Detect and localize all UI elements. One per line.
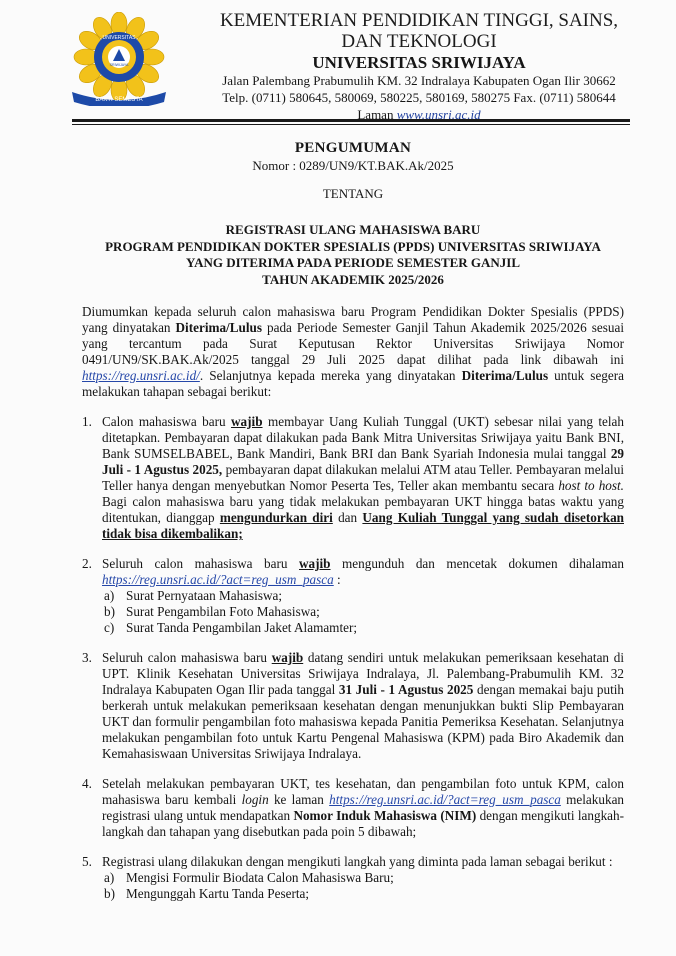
step-4-text-2: ke laman [268,792,330,807]
step-4-text-1: Setelah melakukan pembayaran UKT, tes kesehatan, dan pengambilan foto untuk KPM, calon mahasiswa baru kembali [102,776,624,807]
logo-center-text: SRIWIJAYA [109,63,129,67]
step-3-text-1: Seluruh calon mahasiswa baru [102,650,272,665]
step-1-underline-2: Uang Kuliah Tunggal yang sudah disetorkan tidak bisa dikembalikan; [102,510,624,541]
logo-ring-text: UNIVERSITAS [102,35,136,41]
university-logo [64,12,174,106]
intro-paragraph [82,304,624,400]
step-2-text-1: Seluruh calon mahasiswa baru [102,556,299,571]
step-4-text-3: melakukan registrasi ulang untuk mendapatkan [102,792,625,823]
step-4 [82,776,624,840]
step-3-wajib: wajib [271,650,304,665]
announcement-headline [82,222,624,288]
sub-item-label: b) [104,604,115,619]
letterhead-rule-thin [72,124,630,125]
intro-bold-1: Diterima/Lulus [175,320,262,335]
sub-item-text: Surat Pengambilan Foto Mahasiswa; [126,604,320,619]
ministry-name-line2: DAN TEKNOLOGI [341,31,497,52]
logo-ribbon-text: BAKTI SEMESTA [95,97,143,103]
step-3-text-3: dengan memakai baju putih berkerah untuk melakukan pemeriksaan kesehatan dengan menunjukkan bukti Slip Pembayaran UKT dan formulir pengambilan foto mahasiswa kepada Panitia Pemeriksa Kesehatan. Selanjutnya melakukan pengambilan foto untuk Kartu Pengenal Mahasiswa (KPM) pada Biro Akademik dan Kemahasiswaan Universitas Sriwijaya Indralaya. [102,682,624,761]
step-number: 3. [82,650,92,665]
step-2-link[interactable]: https://reg.unsri.ac.id/?act=reg_usm_pasca [102,572,334,587]
sub-item [102,620,624,636]
step-1-underline-1: mengundurkan diri [219,510,333,525]
sub-item-text: Mengunggah Kartu Tanda Peserta; [126,886,310,901]
announcement-number: Nomor : 0289/UN9/KT.BAK.Ak/2025 [252,158,454,173]
sub-item [102,870,624,886]
sub-item-text: Mengisi Formulir Biodata Calon Mahasiswa Baru; [126,870,394,885]
step-number: 2. [82,556,92,571]
step-1-text-4: Bagi calon mahasiswa baru yang tidak melakukan pembayaran UKT hingga batas waktu yang ditentukan, dianggap [102,494,624,525]
step-5-text-1: Registrasi ulang dilakukan dengan mengikuti langkah yang diminta pada laman sebagai berikut : [102,854,613,869]
sub-item [102,886,624,902]
step-4-text-4: dengan mengikuti langkah-langkah dan tahapan yang disebutkan pada poin 5 dibawah; [102,808,625,839]
step-2 [82,556,624,636]
step-3-text-2: datang sendiri untuk melakukan pemeriksaan kesehatan di UPT. Klinik Kesehatan Universitas Sriwijaya Indralaya, Jl. Palembang-Prabumulih KM. 32 Indralaya Kabupaten Ogan Ilir pada tanggal [102,650,624,697]
phone-fax: Telp. (0711) 580645, 580069, 580225, 580169, 580275 Fax. (0711) 580644 [222,90,616,105]
step-1-wajib: wajib [231,414,263,429]
letterhead [176,10,662,123]
steps-list [82,414,624,902]
headline-line-2: PROGRAM PENDIDIKAN DOKTER SPESIALIS (PPDS) UNIVERSITAS SRIWIJAYA [105,238,601,254]
announcement-title: PENGUMUMAN [294,140,412,156]
intro-text-2: pada Periode Semester Ganjil Tahun Akademik 2025/2026 sesuai yang tercantum pada Surat Keputusan Rektor Universitas Sriwijaya Nomor 0491/UN9/SK.BAK.Ak/2025 tanggal 29 Juli 2025 dapat dilihat pada link dibawah ini [82,320,624,367]
step-5-sublist [102,870,624,902]
letterhead-rule-thick [72,119,630,122]
step-2-wajib: wajib [299,556,331,571]
step-number: 1. [82,414,92,429]
sub-item-text: Surat Pernyataan Mahasiswa; [126,588,283,603]
step-1-text-5: dan [332,510,363,525]
step-1-italic: host to host. [558,478,624,493]
intro-text-4: untuk segera melakukan tahapan sebagai berikut: [82,368,624,399]
step-2-text-3: : [333,572,341,587]
announcement-body [82,140,624,916]
step-4-nim: Nomor Induk Mahasiswa (NIM) [293,808,477,823]
step-2-sublist [102,588,624,636]
step-3-date: 31 Juli - 1 Agustus 2025 [338,682,474,697]
step-number: 5. [82,854,92,869]
sub-item-label: c) [104,620,115,635]
ministry-name-line1: KEMENTERIAN PENDIDIKAN TINGGI, SAINS, [219,10,619,31]
website-link[interactable]: www.unsri.ac.id [396,107,481,122]
headline-line-1: REGISTRASI ULANG MAHASISWA BARU [225,222,481,237]
intro-text-1: Diumumkan kepada seluruh calon mahasiswa baru Program Pendidikan Dokter Spesialis (PPDS) yang dinyatakan [82,304,624,335]
sub-item-label: a) [104,588,115,603]
step-2-text-2: mengunduh dan mencetak dokumen dihalaman [330,556,624,571]
sub-item-label: b) [104,886,115,901]
headline-line-3: YANG DITERIMA PADA PERIODE SEMESTER GANJIL [185,255,521,270]
step-4-link[interactable]: https://reg.unsri.ac.id/?act=reg_usm_pasca [329,792,561,807]
step-1-text-2: membayar Uang Kuliah Tunggal (UKT) sebesar nilai yang telah ditetapkan. Pembayaran dapat dilakukan pada Bank Mitra Universitas Sriwijaya yaitu Bank BNI, Bank SUMSELBABEL, Bank Mandiri, Bank BRI dan Bank Syariah Indonesia mulai tanggal [102,414,624,461]
registration-link[interactable]: https://reg.unsri.ac.id/ [82,368,200,383]
announcement-about: TENTANG [322,186,384,201]
step-5 [82,854,624,902]
university-name: UNIVERSITAS SRIWIJAYA [312,53,526,72]
website-label: Laman [357,107,394,122]
intro-bold-2: Diterima/Lulus [461,368,549,383]
address: Jalan Palembang Prabumulih KM. 32 Indralaya Kabupaten Ogan Ilir 30662 [222,73,616,88]
sub-item-text: Surat Tanda Pengambilan Jaket Alamamter; [126,620,358,635]
headline-line-4: TAHUN AKADEMIK 2025/2026 [262,271,444,287]
intro-text-3: . Selanjutnya kepada mereka yang dinyatakan [199,368,462,383]
step-1 [82,414,624,542]
step-1-text-3: pembayaran dapat dilakukan melalui ATM atau Teller. Pembayaran melalui Teller hanya dengan menyebutkan Nomor Peserta Tes, Teller akan membantu secara [102,462,624,493]
sub-item [102,604,624,620]
step-3 [82,650,624,762]
sub-item [102,588,624,604]
step-1-text-1: Calon mahasiswa baru [102,414,232,429]
sub-item-label: a) [104,870,115,885]
step-1-date: 29 Juli - 1 Agustus 2025, [102,446,624,477]
step-number: 4. [82,776,92,791]
step-4-italic: login [241,792,269,807]
